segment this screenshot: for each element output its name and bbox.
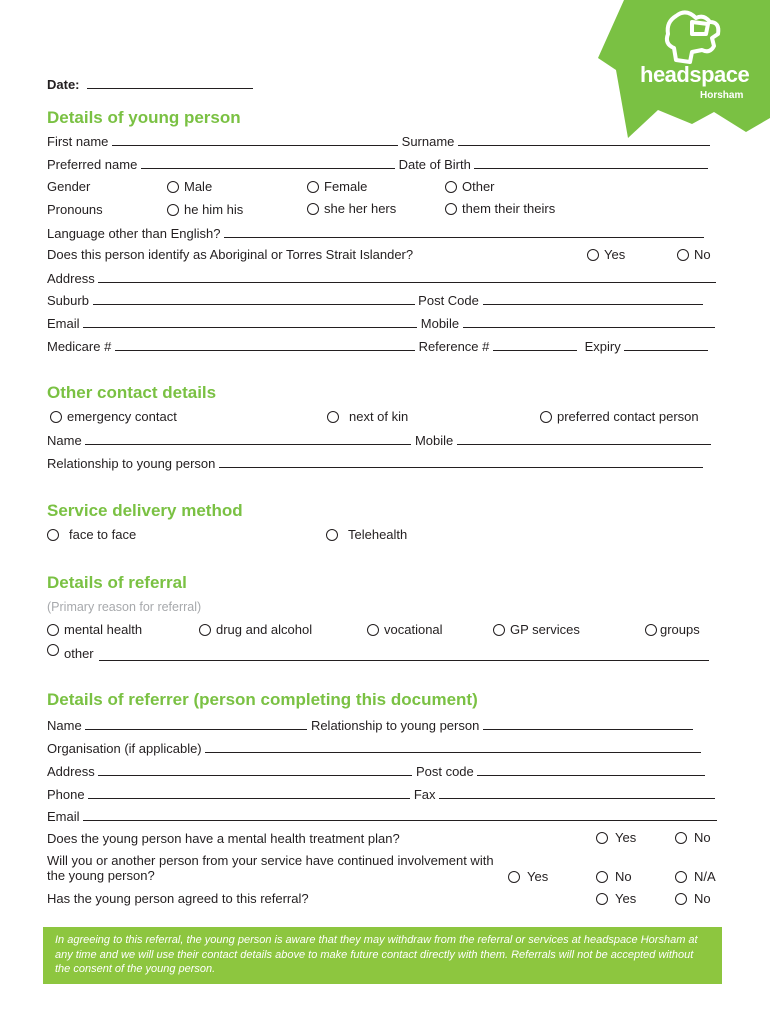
involvement-yes-radio[interactable] [508, 871, 520, 883]
suburb-label: Suburb [47, 293, 89, 308]
date-field[interactable] [87, 76, 253, 89]
involvement-question-line2: the young person? [47, 868, 155, 883]
gender-other-radio[interactable] [445, 181, 457, 193]
face-to-face-option[interactable]: face to face [47, 527, 136, 543]
contact-name-row [47, 432, 711, 449]
contact-relationship-field[interactable] [219, 455, 703, 468]
referrer-relationship-field[interactable] [483, 717, 693, 730]
groups-radio[interactable] [645, 624, 657, 636]
section-service: Service delivery method [47, 501, 243, 520]
section-referrer: Details of referrer (person completing this document) [47, 690, 478, 709]
contact-relationship-label: Relationship to young person [47, 456, 216, 471]
aboriginal-question: Does this person identify as Aboriginal or Torres Strait Islander? [47, 247, 414, 262]
organisation-label: Organisation (if applicable) [47, 741, 202, 756]
surname-field[interactable] [458, 133, 710, 146]
pronoun-them-option[interactable]: them their theirs [445, 201, 555, 217]
referrer-postcode-field[interactable] [477, 763, 705, 776]
address-row [47, 270, 716, 287]
suburb-row [47, 292, 703, 309]
contact-relationship-row [47, 455, 703, 472]
pronoun-he-radio[interactable] [167, 204, 179, 216]
mobile-label: Mobile [420, 316, 460, 331]
phone-row [47, 786, 715, 803]
preferred-name-row [47, 156, 708, 173]
treatment-plan-question: Does the young person have a mental health treatment plan? [47, 831, 400, 846]
gp-services-option[interactable]: GP services [493, 622, 580, 638]
dob-label: Date of Birth [398, 157, 471, 172]
logo-brand-text: headspace [640, 62, 750, 87]
dob-field[interactable] [474, 156, 708, 169]
phone-field[interactable] [88, 786, 410, 799]
groups-option[interactable]: groups [645, 622, 700, 638]
consent-notice: In agreeing to this referral, the young person is aware that they may withdraw from the referral or services at headspace Horsham at any time and we will use their contact details above to make future contact directly with them. Referrals will not be accepted without the consent of the young person. [43, 927, 722, 984]
reference-label: Reference # [418, 339, 490, 354]
vocational-radio[interactable] [367, 624, 379, 636]
suburb-field[interactable] [93, 292, 415, 305]
pronoun-she-radio[interactable] [307, 203, 319, 215]
fax-field[interactable] [439, 786, 715, 799]
treatment-plan-no-option[interactable]: No [675, 830, 711, 846]
referrer-address-row [47, 763, 705, 780]
referrer-email-field[interactable] [83, 808, 717, 821]
gp-services-radio[interactable] [493, 624, 505, 636]
treatment-plan-no-radio[interactable] [675, 832, 687, 844]
referrer-address-label: Address [47, 764, 95, 779]
involvement-question-line1: Will you or another person from your service have continued involvement with [47, 853, 494, 868]
involvement-yes-option[interactable]: Yes [508, 869, 548, 885]
first-name-label: First name [47, 134, 109, 149]
agreed-no-radio[interactable] [675, 893, 687, 905]
expiry-field[interactable] [624, 338, 708, 351]
preferred-contact-radio[interactable] [540, 411, 552, 423]
pronouns-label: Pronouns [47, 202, 103, 217]
agreed-yes-option[interactable]: Yes [596, 891, 636, 907]
expiry-label: Expiry [584, 339, 621, 354]
referrer-name-field[interactable] [85, 717, 307, 730]
address-field[interactable] [98, 270, 716, 283]
address-label: Address [47, 271, 95, 286]
referrer-name-row [47, 717, 693, 734]
telehealth-option[interactable]: Telehealth [326, 527, 407, 543]
postcode-label: Post Code [418, 293, 479, 308]
involvement-no-radio[interactable] [596, 871, 608, 883]
gender-label: Gender [47, 179, 91, 194]
referrer-name-label: Name [47, 718, 82, 733]
involvement-na-option[interactable]: N/A [675, 869, 716, 885]
language-row [47, 225, 704, 242]
referrer-address-field[interactable] [98, 763, 412, 776]
referral-other-label: other [64, 646, 94, 661]
referrer-relationship-label: Relationship to young person [310, 718, 480, 733]
drug-alcohol-option[interactable]: drug and alcohol [199, 622, 312, 638]
medicare-field[interactable] [115, 338, 415, 351]
logo-sub-text: Horsham [700, 90, 744, 101]
preferred-name-field[interactable] [141, 156, 395, 169]
agreed-yes-radio[interactable] [596, 893, 608, 905]
surname-label: Surname [401, 134, 455, 149]
pronoun-he-option[interactable]: he him his [167, 202, 243, 218]
first-name-field[interactable] [112, 133, 398, 146]
contact-mobile-label: Mobile [414, 433, 454, 448]
referral-other-row [47, 644, 709, 662]
aboriginal-no-radio[interactable] [677, 249, 689, 261]
emergency-contact-radio[interactable] [50, 411, 62, 423]
referrer-postcode-label: Post code [415, 764, 474, 779]
mental-health-radio[interactable] [47, 624, 59, 636]
involvement-no-option[interactable]: No [596, 869, 632, 885]
referral-other-field[interactable] [99, 648, 709, 661]
language-field[interactable] [224, 225, 704, 238]
aboriginal-yes-radio[interactable] [587, 249, 599, 261]
contact-name-label: Name [47, 433, 82, 448]
language-label: Language other than English? [47, 226, 221, 241]
gender-male-option[interactable]: Male [167, 179, 212, 195]
section-young-person: Details of young person [47, 108, 241, 127]
contact-name-field[interactable] [85, 432, 411, 445]
medicare-row [47, 338, 708, 355]
email-field[interactable] [83, 315, 417, 328]
referrer-email-row [47, 808, 717, 825]
headspace-logo [596, 0, 770, 140]
preferred-contact-option[interactable]: preferred contact person [540, 409, 699, 425]
treatment-plan-yes-radio[interactable] [596, 832, 608, 844]
mobile-field[interactable] [463, 315, 715, 328]
aboriginal-yes-option[interactable]: Yes [587, 247, 625, 263]
referral-hint: (Primary reason for referral) [47, 600, 202, 614]
next-of-kin-radio[interactable] [327, 411, 339, 423]
agreed-question: Has the young person agreed to this referral? [47, 891, 309, 906]
gender-male-radio[interactable] [167, 181, 179, 193]
gender-female-option[interactable]: Female [307, 179, 367, 195]
gender-female-radio[interactable] [307, 181, 319, 193]
date-row [47, 76, 253, 93]
gender-other-option[interactable]: Other [445, 179, 495, 195]
contact-mobile-field[interactable] [457, 432, 711, 445]
preferred-name-label: Preferred name [47, 157, 138, 172]
organisation-row [47, 740, 701, 757]
treatment-plan-yes-option[interactable]: Yes [596, 830, 636, 846]
email-label: Email [47, 316, 80, 331]
pronoun-them-radio[interactable] [445, 203, 457, 215]
agreed-no-option[interactable]: No [675, 891, 711, 907]
telehealth-radio[interactable] [326, 529, 338, 541]
email-row [47, 315, 715, 332]
phone-label: Phone [47, 787, 85, 802]
referral-other-radio[interactable] [47, 644, 59, 656]
vocational-option[interactable]: vocational [367, 622, 443, 638]
mental-health-option[interactable]: mental health [47, 622, 142, 638]
face-to-face-radio[interactable] [47, 529, 59, 541]
aboriginal-no-option[interactable]: No [677, 247, 711, 263]
section-other-contact: Other contact details [47, 383, 217, 402]
organisation-field[interactable] [205, 740, 701, 753]
section-referral: Details of referral [47, 573, 187, 592]
involvement-na-radio[interactable] [675, 871, 687, 883]
medicare-label: Medicare # [47, 339, 112, 354]
drug-alcohol-radio[interactable] [199, 624, 211, 636]
date-label: Date: [47, 77, 80, 92]
pronoun-she-option[interactable]: she her hers [307, 201, 396, 217]
postcode-field[interactable] [483, 292, 703, 305]
fax-label: Fax [413, 787, 436, 802]
emergency-contact-option[interactable]: emergency contact [50, 409, 177, 425]
first-name-row [47, 133, 710, 150]
next-of-kin-option[interactable]: next of kin [327, 409, 408, 425]
reference-field[interactable] [493, 338, 577, 351]
referrer-email-label: Email [47, 809, 80, 824]
